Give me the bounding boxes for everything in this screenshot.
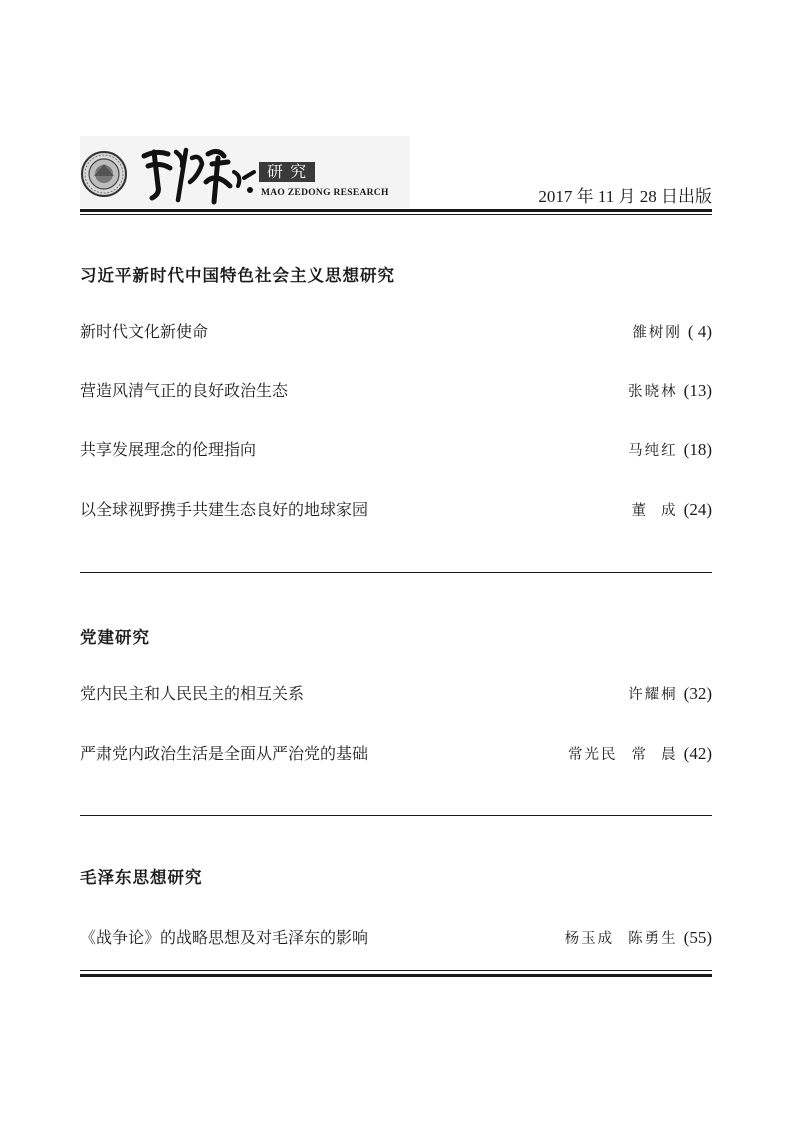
author-name: 许耀桐 (628, 687, 678, 703)
seal-emblem-icon (80, 150, 128, 198)
author-name: 雒树刚 (632, 325, 682, 341)
section-title: 毛泽东思想研究 (80, 868, 203, 887)
page-number: (55) (683, 928, 712, 947)
footer-rule-thin (80, 970, 712, 971)
author-name: 杨玉成 (564, 931, 615, 947)
entry-meta (628, 438, 712, 463)
journal-name-cn: 研 究 (259, 162, 315, 182)
toc-entry[interactable] (80, 682, 712, 706)
header-rule-thick (80, 209, 712, 212)
calligraphy-signature-icon (138, 142, 258, 206)
journal-name-en: MAO ZEDONG RESEARCH (261, 188, 389, 198)
author-name: 张晓林 (628, 384, 678, 400)
author-name: 常光民 (567, 747, 618, 763)
author-name: 董 成 (631, 503, 678, 519)
entry-meta (628, 682, 712, 707)
page-number: (18) (683, 440, 712, 459)
publication-date: 2017 年 11 月 28 日出版 (538, 187, 712, 206)
author-name: 马纯红 (628, 443, 678, 459)
article-title[interactable]: 严肃党内政治生活是全面从严治党的基础 (80, 744, 369, 763)
article-title[interactable]: 共享发展理念的伦理指向 (80, 440, 257, 459)
article-title[interactable]: 《战争论》的战略思想及对毛泽东的影响 (80, 928, 369, 947)
toc-entry[interactable] (80, 498, 712, 522)
masthead (80, 136, 712, 208)
toc-entry[interactable] (80, 742, 712, 766)
toc-entry[interactable] (80, 926, 712, 950)
header-rule-thin (80, 214, 712, 215)
article-title[interactable]: 新时代文化新使命 (80, 322, 209, 341)
section-divider (80, 572, 712, 573)
section-divider (80, 815, 712, 816)
toc-entry[interactable] (80, 379, 712, 403)
author-name: 陈勇生 (628, 931, 678, 947)
page-number: (13) (683, 381, 712, 400)
page-number: (24) (683, 500, 712, 519)
entry-meta (632, 320, 712, 345)
section-title: 习近平新时代中国特色社会主义思想研究 (80, 266, 395, 285)
article-title[interactable]: 营造风清气正的良好政治生态 (80, 381, 289, 400)
article-title[interactable]: 党内民主和人民民主的相互关系 (80, 684, 305, 703)
page-number: (32) (683, 684, 712, 703)
entry-meta (631, 498, 712, 523)
author-name: 常 晨 (631, 747, 678, 763)
journal-logo (80, 136, 410, 208)
page-number: ( 4) (687, 322, 712, 341)
page-number: (42) (683, 744, 712, 763)
entry-meta (568, 742, 712, 767)
toc-entry[interactable] (80, 320, 712, 344)
entry-meta (628, 379, 712, 404)
toc-entry[interactable] (80, 438, 712, 462)
article-title[interactable]: 以全球视野携手共建生态良好的地球家园 (80, 500, 369, 519)
entry-meta (565, 926, 712, 951)
section-title: 党建研究 (80, 628, 150, 647)
footer-rule-thick (80, 974, 712, 977)
